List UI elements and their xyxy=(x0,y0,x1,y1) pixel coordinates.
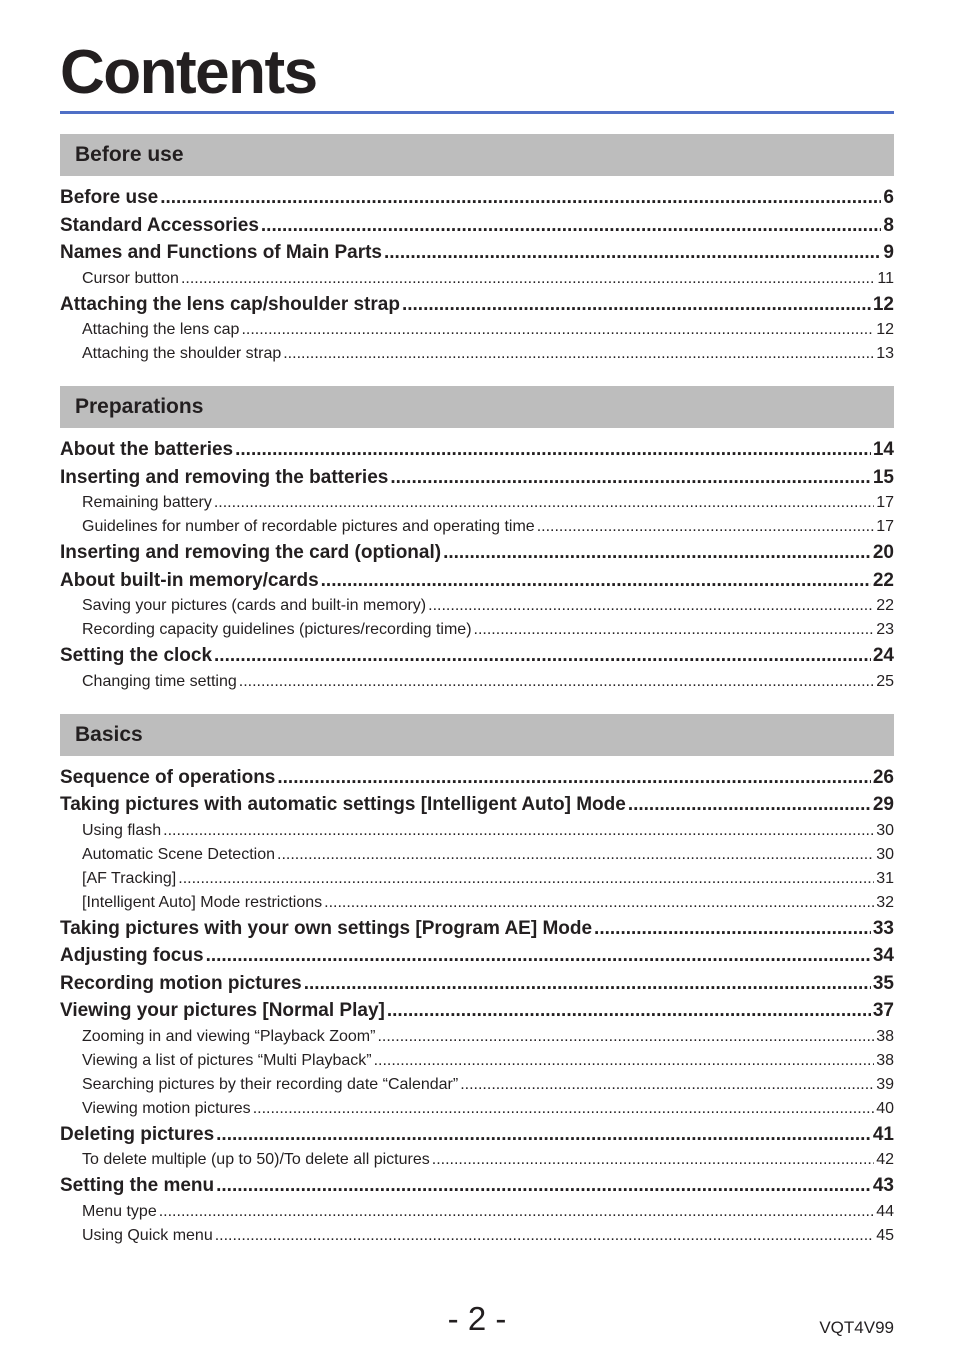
toc-entry[interactable] xyxy=(60,970,894,998)
toc-page-number: 14 xyxy=(872,439,894,460)
toc-page-number: 17 xyxy=(876,494,894,511)
toc-entry[interactable] xyxy=(60,915,894,943)
toc-entry-title: Attaching the shoulder strap xyxy=(82,345,282,362)
toc-page-number: 22 xyxy=(872,569,894,591)
toc-page-number: 35 xyxy=(872,972,894,994)
toc-entry-title: Viewing motion pictures xyxy=(82,1099,251,1117)
toc-subentry[interactable] xyxy=(60,1200,894,1224)
dot-leader xyxy=(216,1172,871,1200)
toc-entry-title: Using Quick menu xyxy=(82,1226,213,1244)
toc-section xyxy=(60,714,894,1248)
toc-page-number: 38 xyxy=(876,1027,894,1045)
dot-leader xyxy=(390,464,871,492)
toc-page-number: 38 xyxy=(876,1051,894,1069)
dot-leader xyxy=(215,1224,874,1248)
toc-entry-list xyxy=(60,184,894,366)
section-header: Preparations xyxy=(60,386,894,428)
toc-section xyxy=(60,386,894,694)
toc-entry-list xyxy=(60,436,894,694)
toc-page-number: 30 xyxy=(876,845,894,863)
toc-entry-title: Sequence of operations xyxy=(60,766,276,788)
toc-subentry[interactable] xyxy=(60,1025,894,1049)
dot-leader xyxy=(160,184,881,212)
toc-entry-title: Menu type xyxy=(82,1202,157,1220)
toc-entry[interactable] xyxy=(60,464,894,492)
toc-page-number: 31 xyxy=(876,869,894,887)
dot-leader xyxy=(628,791,871,819)
toc-page-number: 25 xyxy=(876,672,894,690)
toc-subentry[interactable] xyxy=(60,342,894,366)
dot-leader xyxy=(474,618,875,642)
toc-page-number: 44 xyxy=(876,1202,894,1220)
dot-leader xyxy=(206,942,871,970)
toc-subentry[interactable] xyxy=(60,267,894,291)
toc-entry-title: Before use xyxy=(60,187,159,208)
toc-subentry[interactable] xyxy=(60,819,894,843)
toc-entry-title: Changing time setting xyxy=(82,672,237,690)
toc-subentry[interactable] xyxy=(60,1224,894,1248)
toc-entry[interactable] xyxy=(60,212,894,240)
toc-entry-title: Adjusting focus xyxy=(60,945,204,966)
model-code: VQT4V99 xyxy=(819,1318,894,1337)
dot-leader xyxy=(261,212,882,240)
toc-entry-title: Remaining battery xyxy=(82,494,212,511)
toc-entry-title: Attaching the lens cap xyxy=(82,321,240,338)
toc-entry-title: Viewing your pictures [Normal Play] xyxy=(60,1000,385,1021)
toc-entry-title: Searching pictures by their recording date “Calendar” xyxy=(82,1075,459,1093)
toc-page-number: 34 xyxy=(872,945,894,966)
dot-leader xyxy=(460,1073,874,1097)
toc-entry[interactable] xyxy=(60,1172,894,1200)
page-number: - 2 - xyxy=(447,1300,507,1337)
toc-page-number: 8 xyxy=(883,214,894,236)
toc-entry-title: Zooming in and viewing “Playback Zoom” xyxy=(82,1027,376,1045)
dot-leader xyxy=(432,1148,874,1172)
toc-entry-title: Names and Functions of Main Parts xyxy=(60,242,382,263)
toc-entry-title: [AF Tracking] xyxy=(82,869,177,887)
toc-subentry[interactable] xyxy=(60,670,894,694)
toc-entry[interactable] xyxy=(60,436,894,464)
toc-subentry[interactable] xyxy=(60,1097,894,1121)
toc-subentry[interactable] xyxy=(60,843,894,867)
dot-leader xyxy=(239,670,874,694)
dot-leader xyxy=(384,239,881,267)
toc-page-number: 39 xyxy=(876,1075,894,1093)
dot-leader xyxy=(159,1200,874,1224)
toc-page-number: 43 xyxy=(872,1175,894,1196)
dot-leader xyxy=(178,867,874,891)
toc-entry-title: [Intelligent Auto] Mode restrictions xyxy=(82,893,323,911)
toc-page-number: 29 xyxy=(872,794,894,815)
section-header: Before use xyxy=(60,134,894,176)
toc-page-number: 24 xyxy=(872,645,894,666)
toc-entry[interactable] xyxy=(60,239,894,267)
toc-entry-title: Taking pictures with automatic settings [Intelligent Auto] Mode xyxy=(60,794,626,815)
title-divider xyxy=(60,111,894,114)
dot-leader xyxy=(428,594,874,618)
toc-subentry[interactable] xyxy=(60,515,894,539)
toc-entry-title: Setting the menu xyxy=(60,1175,215,1196)
toc-subentry[interactable] xyxy=(60,867,894,891)
toc-sections xyxy=(60,134,894,1248)
toc-page-number: 30 xyxy=(876,821,894,839)
toc-subentry[interactable] xyxy=(60,491,894,515)
toc-entry-title: Saving your pictures (cards and built-in memory) xyxy=(82,597,427,614)
dot-leader xyxy=(304,970,871,998)
toc-page-number: 41 xyxy=(872,1123,894,1145)
dot-leader xyxy=(216,1121,871,1149)
dot-leader xyxy=(321,567,871,595)
toc-page-number: 20 xyxy=(872,542,894,563)
toc-entry-title: Setting the clock xyxy=(60,645,213,666)
toc-page-number: 15 xyxy=(872,466,894,488)
toc-entry[interactable] xyxy=(60,997,894,1025)
dot-leader xyxy=(402,291,871,319)
toc-entry[interactable] xyxy=(60,1121,894,1149)
toc-page-number: 22 xyxy=(876,597,894,614)
toc-entry-title: To delete multiple (up to 50)/To delete all pictures xyxy=(82,1151,430,1168)
toc-entry-title: Inserting and removing the card (optional) xyxy=(60,542,442,563)
toc-entry-title: Using flash xyxy=(82,821,162,839)
toc-entry[interactable] xyxy=(60,642,894,670)
dot-leader xyxy=(163,819,874,843)
toc-subentry[interactable] xyxy=(60,618,894,642)
dot-leader xyxy=(377,1025,874,1049)
toc-entry-title: Deleting pictures xyxy=(60,1123,215,1145)
section-header: Basics xyxy=(60,714,894,756)
toc-entry-title: About built-in memory/cards xyxy=(60,569,319,591)
dot-leader xyxy=(374,1049,875,1073)
toc-page-number: 42 xyxy=(876,1151,894,1168)
toc-entry[interactable] xyxy=(60,291,894,319)
toc-entry-title: Recording capacity guidelines (pictures/recording time) xyxy=(82,621,472,638)
dot-leader xyxy=(324,891,874,915)
toc-page-number: 23 xyxy=(876,621,894,638)
toc-entry[interactable] xyxy=(60,942,894,970)
toc-page-number: 45 xyxy=(876,1226,894,1244)
dot-leader xyxy=(537,515,875,539)
toc-entry-title: Cursor button xyxy=(82,269,179,287)
toc-entry-title: Automatic Scene Detection xyxy=(82,845,275,863)
toc-page-number: 6 xyxy=(883,187,894,208)
toc-page-number: 11 xyxy=(877,269,894,287)
toc-entry-list xyxy=(60,764,894,1248)
dot-leader xyxy=(443,539,871,567)
toc-page-number: 9 xyxy=(883,242,894,263)
dot-leader xyxy=(277,764,870,792)
toc-subentry[interactable] xyxy=(60,1049,894,1073)
toc-subentry[interactable] xyxy=(60,891,894,915)
toc-page-number: 17 xyxy=(876,518,894,535)
toc-subentry[interactable] xyxy=(60,1148,894,1172)
toc-entry[interactable] xyxy=(60,539,894,567)
dot-leader xyxy=(214,642,871,670)
dot-leader xyxy=(283,342,874,366)
toc-entry-title: About the batteries xyxy=(60,439,234,460)
toc-page-number: 13 xyxy=(876,345,894,362)
toc-entry[interactable] xyxy=(60,567,894,595)
page-title: Contents xyxy=(60,38,317,107)
toc-page-number: 33 xyxy=(872,917,894,939)
toc-page-number: 26 xyxy=(872,766,894,788)
dot-leader xyxy=(214,491,874,515)
dot-leader xyxy=(241,318,874,342)
dot-leader xyxy=(594,915,871,943)
dot-leader xyxy=(277,843,874,867)
toc-page-number: 37 xyxy=(872,1000,894,1021)
toc-page-number: 12 xyxy=(872,293,894,315)
toc-entry[interactable] xyxy=(60,184,894,212)
toc-page-number: 40 xyxy=(876,1099,894,1117)
toc-entry[interactable] xyxy=(60,791,894,819)
toc-page-number: 32 xyxy=(876,893,894,911)
dot-leader xyxy=(235,436,871,464)
toc-entry-title: Attaching the lens cap/shoulder strap xyxy=(60,293,400,315)
toc-entry-title: Standard Accessories xyxy=(60,214,259,236)
toc-entry-title: Viewing a list of pictures “Multi Playback” xyxy=(82,1051,372,1069)
toc-subentry[interactable] xyxy=(60,318,894,342)
contents-page xyxy=(60,0,894,1248)
dot-leader xyxy=(181,267,875,291)
toc-entry-title: Taking pictures with your own settings [Program AE] Mode xyxy=(60,917,593,939)
toc-entry-title: Guidelines for number of recordable pictures and operating time xyxy=(82,518,535,535)
toc-entry[interactable] xyxy=(60,764,894,792)
toc-section xyxy=(60,134,894,366)
toc-entry-title: Inserting and removing the batteries xyxy=(60,466,389,488)
toc-entry-title: Recording motion pictures xyxy=(60,972,302,994)
dot-leader xyxy=(387,997,871,1025)
toc-page-number: 12 xyxy=(876,321,894,338)
toc-subentry[interactable] xyxy=(60,594,894,618)
toc-subentry[interactable] xyxy=(60,1073,894,1097)
dot-leader xyxy=(253,1097,875,1121)
